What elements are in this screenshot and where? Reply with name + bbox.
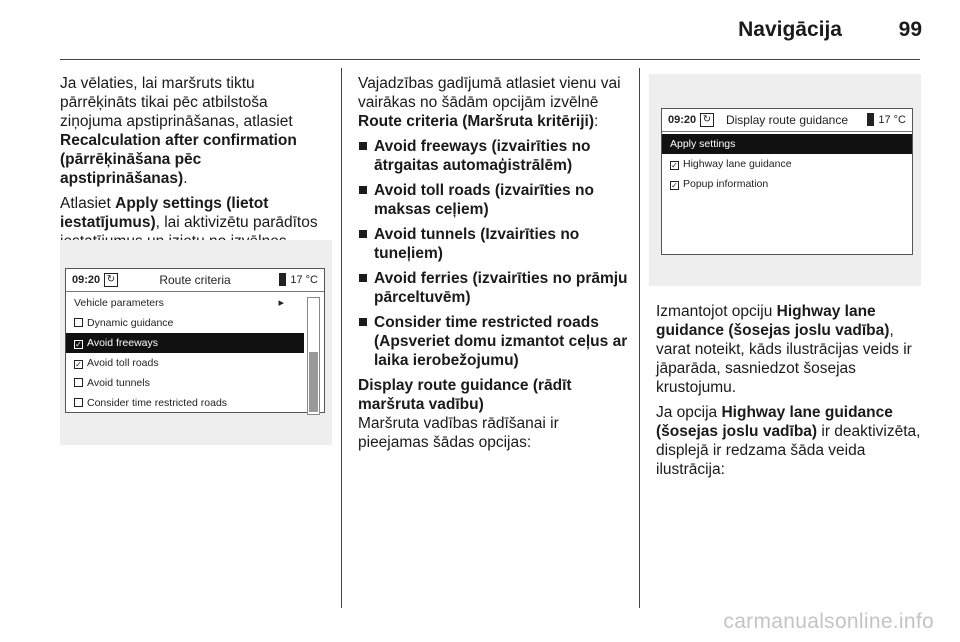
menu-item-label: Dynamic guidance [87,317,174,329]
display-route-guidance-screen [661,108,913,255]
paragraph-apply-settings: Atlasiet Apply settings (lietot iestatījumus), lai aktivizētu parādītos [60,195,318,231]
page-header [0,0,960,60]
submenu-arrow-icon: ▸ [278,297,284,309]
page-number: 99 [898,18,922,41]
watermark: carmanualsonline.info [723,610,934,633]
menu-item-label: Popup information [683,178,769,190]
column-divider-1 [341,68,342,608]
page-title: Navigācija [738,18,842,41]
screen-title: Route criteria [159,273,231,287]
scrollbar [307,297,320,415]
header-rule [60,59,920,60]
checkbox-checked-icon[interactable]: ✓ [671,161,678,170]
menu-item[interactable] [66,393,304,413]
left-column [60,74,332,257]
column-divider-2 [639,68,640,608]
route-criteria-screen [65,268,325,413]
checkbox-checked-icon[interactable]: ✓ [671,181,678,190]
thermometer-icon [279,273,286,286]
menu-item-label: Consider time restricted roads [87,397,228,409]
menu-item[interactable] [66,353,304,373]
display-guidance-menu [662,134,912,194]
menu-item-label: Apply settings [670,138,736,150]
menu-item[interactable] [66,373,304,393]
route-criteria-illustration [60,240,332,445]
menu-item[interactable] [662,174,912,194]
thermometer-icon [867,113,874,126]
menu-item-label: Avoid freeways [87,337,159,349]
paragraph-display-guidance: Maršruta vadības rādīšanai ir pieejamas šādas opcijas: [358,415,559,451]
status-bar [66,269,324,292]
display-route-guidance-illustration [649,74,921,286]
checkbox-icon[interactable] [74,318,83,327]
clock: 09:20 [72,274,101,286]
menu-item-label: Highway lane guidance [683,158,792,170]
middle-column [358,74,630,458]
checkbox-checked-icon[interactable]: ✓ [75,340,82,349]
display-guidance-heading: Display route guidance (rādīt maršruta vadību) [358,377,572,413]
paragraph-recalculation: Ja vēlaties, lai maršruts tiktu pārrēķināts tikai pēc atbilstoša ziņojuma apstiprināšanas, atlasiet Recalculation after confirmation (pārrēķināšana pēc apstiprināšanas). [60,75,297,187]
refresh-icon: ↻ [104,273,118,287]
route-criteria-option: Avoid ferries (izvairīties no prāmju pārceltuvēm) [358,269,630,307]
scrollbar-thumb [309,352,318,412]
menu-item[interactable] [66,313,304,333]
clock: 09:20 [668,114,697,126]
route-criteria-options [358,137,630,370]
paragraph-highway-lane-deactivated: Ja opcija Highway lane guidance (šosejas joslu vadība) ir deaktivizēta, displejā ir redzama šāda veida ilustrācija: [656,404,921,478]
menu-item[interactable] [662,154,912,174]
checkbox-icon[interactable] [74,378,83,387]
menu-item-label: Avoid tunnels [87,377,150,389]
menu-item[interactable] [662,134,912,154]
route-criteria-option: Consider time restricted roads (Apsveriet domu izmantot ceļus ar laika ierobežojumu) [358,313,630,370]
menu-item[interactable] [66,293,304,313]
temperature: 17 °C [878,114,906,126]
route-criteria-option: Avoid freeways (izvairīties no ātrgaitas automaģistrālēm) [358,137,630,175]
route-criteria-option: Avoid tunnels (Izvairīties no tuneļiem) [358,225,630,263]
menu-item-label: Vehicle parameters [74,297,164,309]
checkbox-icon[interactable] [74,398,83,407]
route-criteria-option: Avoid toll roads (izvairīties no maksas ceļiem) [358,181,630,219]
checkbox-checked-icon[interactable]: ✓ [75,360,82,369]
menu-item-label: Avoid toll roads [87,357,159,369]
refresh-icon: ↻ [700,113,714,127]
screen-title: Display route guidance [725,113,849,127]
paragraph-highway-lane-guidance: Izmantojot opciju Highway lane guidance (šosejas joslu vadība), varat noteikt, kāds ilustrācijas veids ir jāparāda, sasniedzot šosejas krustojumu. [656,303,912,396]
paragraph-route-criteria-intro: Vajadzības gadījumā atlasiet vienu vai vairākas no šādām opcijām izvēlnē Route criteria (Maršruta kritēriji): [358,75,621,130]
menu-item[interactable] [66,333,304,353]
temperature: 17 °C [290,274,318,286]
status-bar [662,109,912,132]
route-criteria-menu [66,293,304,413]
right-column [656,302,928,485]
